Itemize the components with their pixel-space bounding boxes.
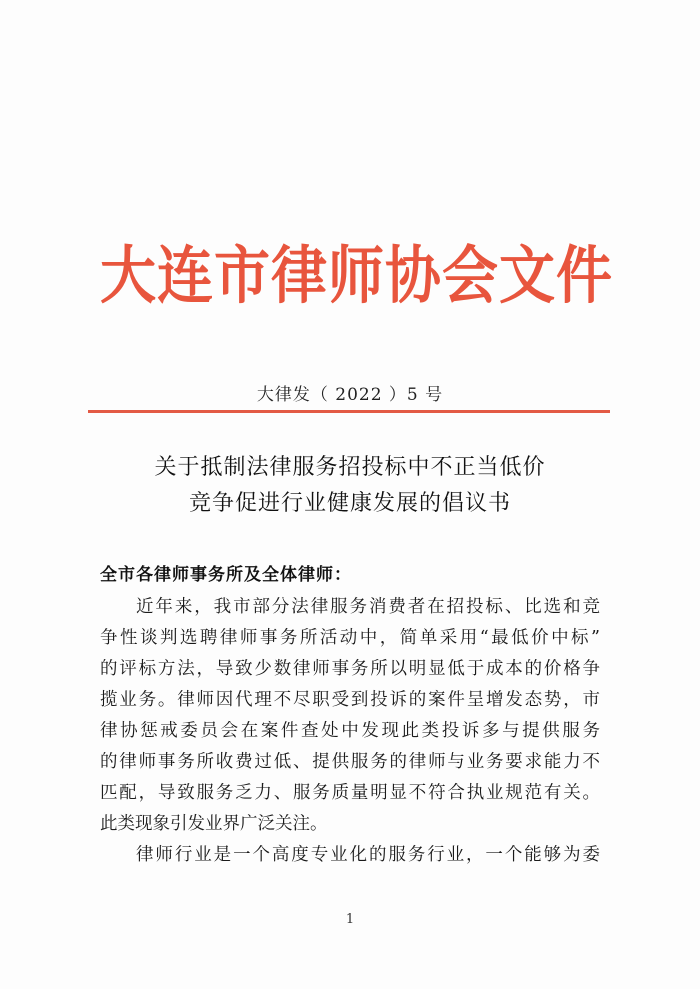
body-text — [100, 592, 600, 871]
paragraph-1-line: 律协惩戒委员会在案件查处中发现此类投诉多与提供服务 — [100, 721, 600, 741]
document-title-line-2: 竞争促进行业健康发展的倡议书 — [188, 491, 511, 516]
paragraph-1-line: 的律师事务所收费过低、提供服务的律师与业务要求能力不 — [100, 752, 600, 772]
paragraph-2-line: 律师行业是一个高度专业化的服务行业，一个能够为委 — [136, 845, 600, 865]
document-number: 大律发（ 2022 ）5 号 — [256, 385, 444, 405]
document-title-line-1: 关于抵制法律服务招投标中不正当低价 — [154, 455, 546, 480]
masthead-title: 大连市律师协会文件 — [100, 238, 613, 313]
paragraph-1-line: 近年来，我市部分法律服务消费者在招投标、比选和竞 — [136, 597, 600, 617]
red-divider-rule — [88, 410, 610, 413]
paragraph-1-line: 揽业务。律师因代理不尽职受到投诉的案件呈增发态势，市 — [100, 690, 600, 710]
salutation: 全市各律师事务所及全体律师： — [100, 565, 352, 585]
document-title — [0, 450, 700, 522]
page-number: 1 — [345, 912, 355, 927]
paragraph-1-line: 此类现象引发业界广泛关注。 — [100, 814, 328, 834]
paragraph-1-line: 匹配，导致服务乏力、服务质量明显不符合执业规范有关。 — [100, 783, 600, 803]
paragraph-1-line: 争性谈判选聘律师事务所活动中，简单采用“最低价中标” — [100, 628, 600, 648]
paragraph-1-line: 的评标方法，导致少数律师事务所以明显低于成本的价格争 — [100, 659, 600, 679]
